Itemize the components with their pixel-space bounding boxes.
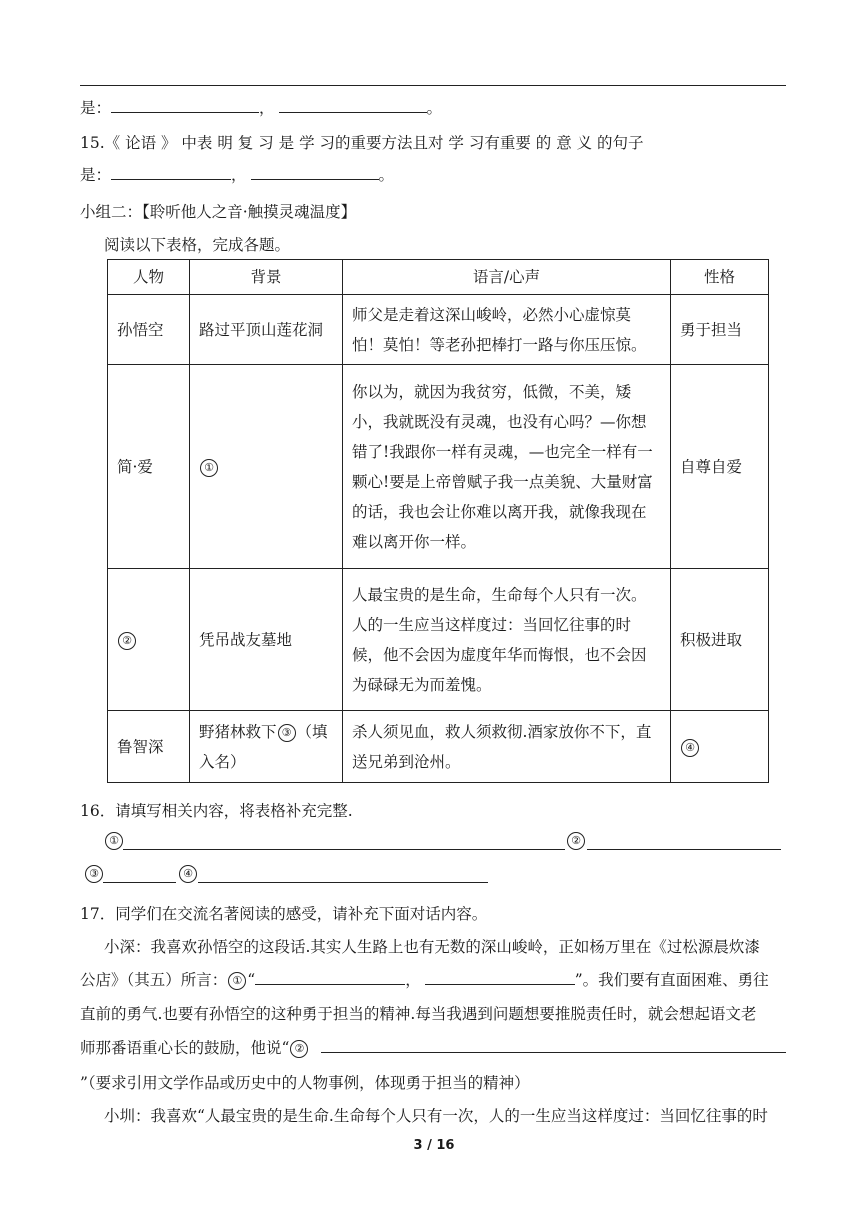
blank[interactable] (111, 98, 259, 113)
answer-mark-4: ④ (179, 865, 197, 883)
cell-background[interactable]: 野猪林救下 ③ （填入名） (190, 711, 343, 783)
blank[interactable] (279, 98, 427, 113)
cell-person: 简·爱 (108, 365, 190, 569)
instruction: 阅读以下表格，完成各题。 (104, 236, 291, 254)
answer-mark-q17-1: ① (228, 972, 246, 990)
table-row (108, 365, 769, 569)
answer-line-previous: 是： ， 。 (80, 99, 443, 117)
header-speech: 语言/心声 (343, 260, 671, 295)
question-15-answer: 是： ， 。 (80, 166, 395, 184)
dialogue-line: ”（要求引用文学作品或历史中的人物事例，体现勇于担当的精神） (80, 1074, 530, 1092)
dialogue-line: 小深：我喜欢孙悟空的这段话.其实人生路上也有无数的深山峻岭，正如杨万里在《过松源晨炊漆 (104, 938, 760, 956)
blank-marker-2: ② (118, 632, 136, 650)
table-row (108, 569, 769, 711)
answer-mark-1: ① (105, 832, 123, 850)
blank-marker-3: ③ (278, 724, 296, 742)
header-person: 人物 (108, 260, 190, 295)
question-16: 16．请填写相关内容，将表格补充完整. (80, 802, 353, 820)
table-row (108, 711, 769, 783)
header-rule (80, 85, 786, 86)
group-2-title: 小组二：【聆听他人之音·触摸灵魂温度】 (80, 203, 357, 221)
cell-character: 勇于担当 (671, 295, 769, 365)
table-header-row (108, 260, 769, 295)
blank[interactable] (251, 165, 379, 180)
cell-background: 路过平顶山莲花洞 (190, 295, 343, 365)
character-table (107, 259, 769, 783)
header-background: 背景 (190, 260, 343, 295)
question-17: 17．同学们在交流名著阅读的感受，请补充下面对话内容。 (80, 905, 488, 923)
cell-person[interactable] (108, 569, 190, 711)
answer-blank-q17-2[interactable] (321, 1052, 786, 1053)
header-character: 性格 (671, 260, 769, 295)
answer-blank-4[interactable] (198, 882, 488, 883)
cell-background: 凭吊战友墓地 (190, 569, 343, 711)
cell-character: 自尊自爱 (671, 365, 769, 569)
cell-person: 鲁智深 (108, 711, 190, 783)
cell-speech: 人最宝贵的是生命，生命每个人只有一次。人的一生应当这样度过：当回忆往事的时候，他不会因为虚度年华而悔恨，也不会因为碌碌无为而羞愧。 (343, 569, 671, 711)
dialogue-line: 小圳：我喜欢“人最宝贵的是生命.生命每个人只有一次，人的一生应当这样度过：当回忆往事的时 (104, 1107, 768, 1125)
answer-mark-3: ③ (85, 865, 103, 883)
page-number: 3 / 16 (413, 1138, 455, 1153)
dialogue-line: 直前的勇气.也要有孙悟空的这种勇于担当的精神.每当我遇到问题想要推脱责任时，就会想起语文老 (80, 1005, 757, 1023)
dialogue-line: 师那番语重心长的鼓励，他说“ ② (80, 1036, 309, 1058)
dialogue-line: 公店》（其五）所言： ① “ ， ”。我们要有直面困难、勇往 (80, 971, 769, 989)
cell-speech: 杀人须见血，救人须救彻.酒家放你不下，直送兄弟到沧州。 (343, 711, 671, 783)
answer-blank-1[interactable] (123, 849, 565, 850)
cell-character[interactable] (671, 711, 769, 783)
answer-blank-2[interactable] (587, 849, 781, 850)
cell-speech: 师父是走着这深山峻岭，必然小心虚惊莫怕！莫怕！等老孙把棒打一路与你压压惊。 (343, 295, 671, 365)
table-row (108, 295, 769, 365)
answer-mark-q17-2: ② (290, 1040, 308, 1058)
cell-background[interactable] (190, 365, 343, 569)
blank[interactable] (425, 970, 575, 985)
cell-speech: 你以为，就因为我贫穷，低微，不美，矮小，我就既没有灵魂，也没有心吗？—你想错了!我跟你一样有灵魂，—也完全一样有一颗心!要是上帝曾赋子我一点美貌、大量财富的话，我也会让你难以离开我，就像我现在难以离开你一样。 (343, 365, 671, 569)
answer-blank-3[interactable] (103, 882, 176, 883)
blank-marker-1: ① (200, 459, 218, 477)
blank-marker-4: ④ (681, 739, 699, 757)
question-15: 15.《 论语 》 中表 明 复 习 是 学 习的重要方法且对 学 习有重要 的 意 义 的句子 (80, 134, 644, 152)
answer-mark-2: ② (567, 832, 585, 850)
blank[interactable] (255, 970, 405, 985)
cell-person: 孙悟空 (108, 295, 190, 365)
blank[interactable] (111, 165, 231, 180)
cell-character: 积极进取 (671, 569, 769, 711)
